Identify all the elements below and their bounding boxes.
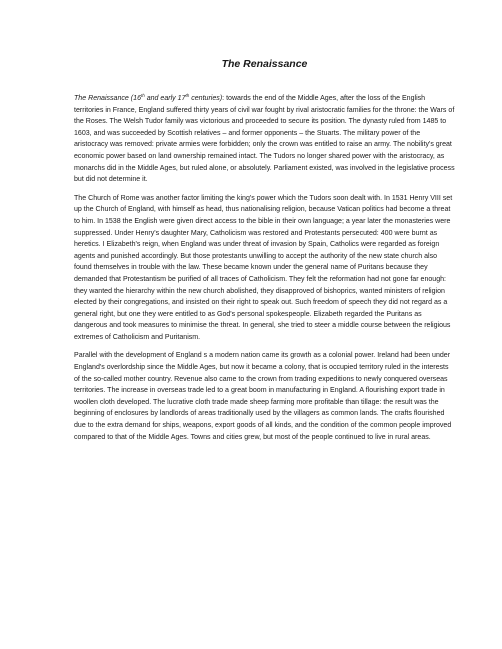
paragraph-1-body: : towards the end of the Middle Ages, after the loss of the English territories in France, England suffered thirty years of civil war fought by rival aristocratic families for the throne: the Wars of the Roses. The Welsh Tudor family was victorious and proceeded to secure its position. The dynasty ruled from 1485 to 1603, and was succeeded by Scottish relatives – and former opponents – the Stuarts. The military power of the aristocracy was removed: private armies were forbidden; only the crown was entitled to raise an army. The nobility's great economic power based on land ownership remained intact. The Tudors no longer shared power with the aristocracy, as monarchs did in the Middle Ages, but ruled alone, or absolutely. Parliament existed, was involved in the legislative process but did not determine it.: [74, 95, 455, 184]
lead-superscript-2: th: [185, 93, 190, 98]
paragraph-3: Parallel with the development of England s a modern nation came its growth as a colonial power. Ireland had been under England's overlordship since the Middle Ages, but now it became a colony, that is occupied territory ruled in the interests of the so-called mother country. Revenue also came to the crown from trading expeditions to newly conquered overseas territories. The increase in overseas trade led to a great boom in manufacturing in England. A flourishing export trade in woollen cloth developed. The lucrative cloth trade made sheep farming more profitable than tillage: the result was the beginning of enclosures by landlords of areas traditionally used by the villagers as common lands. The crafts flourished due to the extra demand for ships, weapons, export goods of all kinds, and the condition of the common people improved compared to that of the Middle Ages. Towns and cities grew, but most of the people continued to live in rural areas.: [74, 352, 452, 441]
lead-text-middle: and early 17: [144, 95, 186, 102]
page-title: The Renaissance: [221, 58, 308, 70]
lead-text-end: centuries): [189, 95, 223, 102]
paragraph-1: [74, 93, 455, 186]
paragraph-1-lead: [74, 95, 222, 102]
lead-text-start: The Renaissance (16: [74, 95, 141, 102]
lead-superscript-1: th: [140, 93, 145, 98]
paragraph-2: The Church of Rome was another factor limiting the king's power which the Tudors soon dealt with. In 1531 Henry VIII set up the Church of England, with himself as head, thus nationalising religion, because Vatican politics had become a threat to him. In 1538 the English were given direct access to the bible in their own language; a year later the monasteries were suppressed. Under Henry's daughter Mary, Catholicism was restored and Protestants persecuted: 400 were burnt as heretics. I Elizabeth's reign, when England was under threat of invasion by Spain, Catholics were regarded as foreign agents and punished accordingly. But those protestants unwilling to accept the authority of the new state church also found themselves in trouble with the law. These became known under the general name of Puritans because they demanded that Protestantism be purified of all traces of Catholicism. They felt the reformation had not gone far enough: they wanted the hierarchy within the new church abolished, they disapproved of bishoprics, wanted ministers of religion elected by their congregations, and insisted on their right to speak out. Such freedom of speech they did not regard as a general right, but one they were entitled to as God's personal spokespeople. Elizabeth regarded the Puritans as dangerous and took measures to minimise the threat. In general, she tried to steer a middle course between the religious extremes of Catholicism and Puritanism.: [74, 194, 453, 341]
